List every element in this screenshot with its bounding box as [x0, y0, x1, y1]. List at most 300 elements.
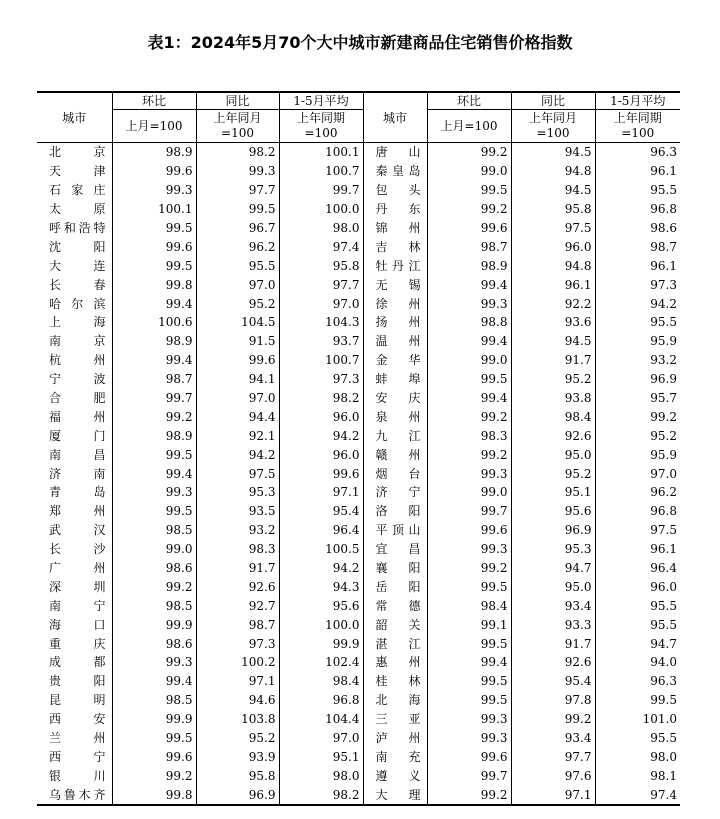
table-row	[37, 313, 680, 332]
mom-value-left: 99.6	[112, 162, 196, 181]
yoy-value-left: 99.6	[196, 351, 279, 370]
yoy-value-right: 95.0	[511, 577, 595, 596]
mom-value-right: 99.6	[427, 219, 511, 238]
avg-value-right: 96.1	[595, 256, 680, 275]
avg-value-right: 94.2	[595, 294, 680, 313]
avg-value-left: 98.2	[279, 389, 363, 408]
mom-value-right: 99.3	[427, 294, 511, 313]
table-row	[37, 766, 680, 785]
mom-value-right: 99.3	[427, 729, 511, 748]
yoy-value-right: 93.6	[511, 313, 595, 332]
city-name-right: 大理	[363, 785, 427, 805]
avg-header-right: 1-5月平均	[595, 92, 680, 110]
mom-value-left: 99.6	[112, 748, 196, 767]
mom-value-left: 99.2	[112, 407, 196, 426]
mom-base-left: 上月=100	[112, 110, 196, 143]
city-name-left: 石家庄	[49, 183, 106, 198]
city-name-left: 广州	[49, 561, 106, 576]
mom-value-right: 98.8	[427, 313, 511, 332]
avg-value-left: 100.7	[279, 162, 363, 181]
mom-value-right: 99.5	[427, 370, 511, 389]
yoy-value-right: 97.6	[511, 766, 595, 785]
mom-value-left: 98.7	[112, 370, 196, 389]
mom-value-right: 99.7	[427, 502, 511, 521]
avg-value-left: 98.0	[279, 766, 363, 785]
avg-value-right: 97.5	[595, 521, 680, 540]
city-name-left: 沈阳	[49, 239, 106, 254]
city-name-left: 长沙	[49, 542, 106, 557]
city-header-right: 城市	[363, 92, 427, 143]
city-name-right: 安庆	[363, 389, 427, 408]
yoy-value-left: 96.2	[196, 237, 279, 256]
city-name-right: 岳阳	[363, 577, 427, 596]
mom-value-left: 99.5	[112, 256, 196, 275]
city-name-right: 宜昌	[363, 540, 427, 559]
avg-value-right: 96.3	[595, 672, 680, 691]
city-name-left: 成都	[49, 655, 106, 670]
city-name-left: 北京	[49, 145, 106, 160]
avg-value-left: 97.1	[279, 483, 363, 502]
avg-value-right: 97.0	[595, 464, 680, 483]
avg-value-right: 96.8	[595, 200, 680, 219]
avg-value-left: 96.8	[279, 691, 363, 710]
yoy-value-right: 94.8	[511, 256, 595, 275]
avg-value-right: 95.5	[595, 615, 680, 634]
table-row	[37, 332, 680, 351]
mom-value-right: 99.4	[427, 275, 511, 294]
mom-value-right: 99.2	[427, 200, 511, 219]
avg-value-left: 95.4	[279, 502, 363, 521]
yoy-value-left: 95.3	[196, 483, 279, 502]
city-name-right: 桂林	[363, 672, 427, 691]
city-name-right: 北海	[363, 691, 427, 710]
yoy-value-right: 97.1	[511, 785, 595, 805]
city-name-left: 厦门	[49, 428, 106, 443]
yoy-value-right: 94.7	[511, 559, 595, 578]
city-name-left: 哈尔滨	[49, 296, 106, 311]
table-row	[37, 426, 680, 445]
city-name-left: 上海	[49, 315, 106, 330]
avg-value-left: 97.0	[279, 729, 363, 748]
city-name-right: 襄阳	[363, 559, 427, 578]
avg-value-right: 96.0	[595, 577, 680, 596]
mom-value-left: 99.2	[112, 766, 196, 785]
mom-base-right: 上月=100	[427, 110, 511, 143]
mom-value-right: 99.0	[427, 351, 511, 370]
table-row	[37, 502, 680, 521]
mom-value-left: 99.4	[112, 294, 196, 313]
table-row	[37, 181, 680, 200]
avg-value-right: 99.2	[595, 407, 680, 426]
mom-value-left: 100.6	[112, 313, 196, 332]
mom-header-left: 环比	[112, 92, 196, 110]
table-row	[37, 672, 680, 691]
mom-value-right: 98.9	[427, 256, 511, 275]
avg-base-left: 上年同期 =100	[279, 110, 363, 143]
mom-value-right: 99.0	[427, 483, 511, 502]
avg-value-left: 97.0	[279, 294, 363, 313]
city-name-left: 西宁	[49, 749, 106, 764]
avg-value-right: 96.3	[595, 143, 680, 162]
yoy-value-left: 94.4	[196, 407, 279, 426]
city-name-left: 济南	[49, 466, 106, 481]
yoy-value-right: 95.2	[511, 464, 595, 483]
city-name-right: 唐山	[363, 143, 427, 162]
city-name-right: 扬州	[363, 313, 427, 332]
avg-value-left: 93.7	[279, 332, 363, 351]
yoy-value-right: 95.3	[511, 540, 595, 559]
avg-value-right: 97.3	[595, 275, 680, 294]
city-name-right: 济宁	[363, 483, 427, 502]
yoy-value-right: 93.4	[511, 729, 595, 748]
mom-value-left: 99.9	[112, 615, 196, 634]
yoy-value-right: 95.0	[511, 445, 595, 464]
city-name-right: 常德	[363, 596, 427, 615]
yoy-value-left: 97.0	[196, 275, 279, 294]
mom-value-right: 99.2	[427, 785, 511, 805]
avg-value-right: 98.1	[595, 766, 680, 785]
avg-value-left: 96.4	[279, 521, 363, 540]
table-row	[37, 389, 680, 408]
table-row	[37, 596, 680, 615]
mom-value-left: 98.6	[112, 559, 196, 578]
yoy-value-left: 91.5	[196, 332, 279, 351]
yoy-value-right: 93.3	[511, 615, 595, 634]
avg-value-left: 99.6	[279, 464, 363, 483]
mom-value-left: 98.6	[112, 634, 196, 653]
yoy-value-left: 95.5	[196, 256, 279, 275]
city-name-right: 徐州	[363, 294, 427, 313]
yoy-value-left: 95.2	[196, 729, 279, 748]
avg-value-left: 99.9	[279, 634, 363, 653]
table-row	[37, 464, 680, 483]
avg-value-left: 97.4	[279, 237, 363, 256]
mom-value-left: 99.5	[112, 502, 196, 521]
city-name-right: 平顶山	[363, 521, 427, 540]
mom-value-left: 99.2	[112, 577, 196, 596]
city-name-right: 泉州	[363, 407, 427, 426]
avg-value-right: 98.7	[595, 237, 680, 256]
yoy-value-right: 97.8	[511, 691, 595, 710]
yoy-value-left: 98.7	[196, 615, 279, 634]
yoy-value-left: 94.1	[196, 370, 279, 389]
avg-value-left: 97.3	[279, 370, 363, 389]
mom-value-left: 98.9	[112, 143, 196, 162]
avg-value-left: 99.7	[279, 181, 363, 200]
yoy-value-right: 96.9	[511, 521, 595, 540]
avg-value-left: 94.2	[279, 559, 363, 578]
avg-value-right: 95.5	[595, 729, 680, 748]
city-name-left: 南京	[49, 334, 106, 349]
mom-value-left: 99.4	[112, 672, 196, 691]
yoy-header-left: 同比	[196, 92, 279, 110]
city-name-left: 贵阳	[49, 674, 106, 689]
table-row	[37, 483, 680, 502]
city-name-left: 宁波	[49, 372, 106, 387]
avg-value-right: 96.9	[595, 370, 680, 389]
yoy-value-left: 95.8	[196, 766, 279, 785]
city-name-right: 韶关	[363, 615, 427, 634]
yoy-value-right: 94.8	[511, 162, 595, 181]
mom-value-right: 99.2	[427, 559, 511, 578]
mom-value-left: 99.7	[112, 389, 196, 408]
table-row	[37, 785, 680, 805]
city-name-left: 深圳	[49, 579, 106, 594]
avg-value-right: 95.2	[595, 426, 680, 445]
avg-value-left: 96.0	[279, 407, 363, 426]
mom-value-right: 99.7	[427, 766, 511, 785]
avg-value-right: 95.7	[595, 389, 680, 408]
city-name-left: 银川	[49, 768, 106, 783]
mom-value-left: 98.5	[112, 596, 196, 615]
table-row	[37, 162, 680, 181]
yoy-value-right: 95.8	[511, 200, 595, 219]
avg-value-left: 104.4	[279, 710, 363, 729]
avg-value-right: 101.0	[595, 710, 680, 729]
avg-value-left: 96.0	[279, 445, 363, 464]
city-name-right: 赣州	[363, 445, 427, 464]
mom-value-left: 99.3	[112, 483, 196, 502]
avg-value-right: 93.2	[595, 351, 680, 370]
mom-value-left: 99.5	[112, 219, 196, 238]
yoy-value-left: 94.6	[196, 691, 279, 710]
mom-value-right: 99.4	[427, 332, 511, 351]
city-name-right: 蚌埠	[363, 370, 427, 389]
avg-value-left: 98.0	[279, 219, 363, 238]
yoy-value-right: 91.7	[511, 634, 595, 653]
yoy-value-left: 96.9	[196, 785, 279, 805]
yoy-value-left: 95.2	[196, 294, 279, 313]
yoy-value-right: 95.4	[511, 672, 595, 691]
yoy-value-left: 96.7	[196, 219, 279, 238]
mom-value-right: 99.5	[427, 691, 511, 710]
city-name-right: 泸州	[363, 729, 427, 748]
mom-value-right: 99.4	[427, 389, 511, 408]
yoy-value-right: 99.2	[511, 710, 595, 729]
city-name-right: 丹东	[363, 200, 427, 219]
mom-value-left: 99.4	[112, 351, 196, 370]
yoy-value-left: 104.5	[196, 313, 279, 332]
yoy-value-right: 96.0	[511, 237, 595, 256]
yoy-base-right: 上年同月 =100	[511, 110, 595, 143]
avg-value-right: 96.4	[595, 559, 680, 578]
yoy-value-left: 98.3	[196, 540, 279, 559]
avg-value-left: 100.1	[279, 143, 363, 162]
mom-value-right: 98.3	[427, 426, 511, 445]
yoy-value-left: 93.5	[196, 502, 279, 521]
mom-value-right: 99.2	[427, 445, 511, 464]
yoy-value-left: 92.7	[196, 596, 279, 615]
mom-value-left: 99.0	[112, 540, 196, 559]
city-name-left: 南宁	[49, 598, 106, 613]
avg-value-left: 104.3	[279, 313, 363, 332]
mom-value-right: 98.7	[427, 237, 511, 256]
yoy-value-left: 91.7	[196, 559, 279, 578]
avg-value-left: 95.1	[279, 748, 363, 767]
yoy-value-right: 95.2	[511, 370, 595, 389]
mom-value-left: 98.9	[112, 332, 196, 351]
mom-value-left: 99.4	[112, 464, 196, 483]
yoy-value-left: 94.2	[196, 445, 279, 464]
mom-value-right: 99.6	[427, 521, 511, 540]
mom-value-left: 99.8	[112, 785, 196, 805]
yoy-value-right: 91.7	[511, 351, 595, 370]
yoy-value-left: 92.6	[196, 577, 279, 596]
yoy-value-left: 97.5	[196, 464, 279, 483]
mom-value-right: 99.3	[427, 540, 511, 559]
table-row	[37, 370, 680, 389]
table-row	[37, 200, 680, 219]
yoy-value-left: 97.3	[196, 634, 279, 653]
yoy-value-right: 93.4	[511, 596, 595, 615]
table-row	[37, 445, 680, 464]
avg-value-right: 96.1	[595, 540, 680, 559]
avg-value-right: 94.0	[595, 653, 680, 672]
avg-header-left: 1-5月平均	[279, 92, 363, 110]
avg-value-right: 96.2	[595, 483, 680, 502]
mom-value-right: 99.5	[427, 577, 511, 596]
avg-value-right: 98.6	[595, 219, 680, 238]
mom-value-right: 99.1	[427, 615, 511, 634]
yoy-value-right: 95.6	[511, 502, 595, 521]
avg-value-right: 95.5	[595, 313, 680, 332]
city-name-left: 福州	[49, 409, 106, 424]
yoy-value-left: 103.8	[196, 710, 279, 729]
city-name-left: 太原	[49, 202, 106, 217]
avg-value-left: 100.0	[279, 615, 363, 634]
yoy-value-right: 95.1	[511, 483, 595, 502]
mom-value-left: 99.6	[112, 237, 196, 256]
table-row	[37, 143, 680, 162]
mom-value-right: 99.2	[427, 143, 511, 162]
mom-header-right: 环比	[427, 92, 511, 110]
city-name-right: 温州	[363, 332, 427, 351]
table-row	[37, 407, 680, 426]
city-name-left: 天津	[49, 164, 106, 179]
price-index-table	[37, 91, 680, 806]
mom-value-left: 98.5	[112, 521, 196, 540]
mom-value-left: 99.9	[112, 710, 196, 729]
city-name-left: 昆明	[49, 693, 106, 708]
city-name-left: 呼和浩特	[49, 221, 106, 235]
table-row	[37, 748, 680, 767]
city-name-right: 金华	[363, 351, 427, 370]
avg-value-left: 100.0	[279, 200, 363, 219]
mom-value-left: 99.5	[112, 729, 196, 748]
yoy-value-left: 97.7	[196, 181, 279, 200]
table-row	[37, 710, 680, 729]
city-name-right: 烟台	[363, 464, 427, 483]
mom-value-right: 99.5	[427, 634, 511, 653]
avg-value-right: 95.9	[595, 445, 680, 464]
city-name-left: 重庆	[49, 636, 106, 651]
yoy-value-left: 92.1	[196, 426, 279, 445]
table-row	[37, 559, 680, 578]
mom-value-left: 98.9	[112, 426, 196, 445]
yoy-value-right: 92.6	[511, 426, 595, 445]
table-row	[37, 729, 680, 748]
mom-value-right: 99.0	[427, 162, 511, 181]
city-name-right: 包头	[363, 181, 427, 200]
yoy-value-right: 94.5	[511, 332, 595, 351]
mom-value-right: 99.3	[427, 464, 511, 483]
city-name-right: 吉林	[363, 237, 427, 256]
avg-value-right: 96.1	[595, 162, 680, 181]
yoy-value-right: 92.2	[511, 294, 595, 313]
avg-value-left: 95.8	[279, 256, 363, 275]
mom-value-left: 99.8	[112, 275, 196, 294]
city-name-left: 西安	[49, 712, 106, 727]
mom-value-right: 99.3	[427, 710, 511, 729]
yoy-value-right: 97.5	[511, 219, 595, 238]
yoy-header-right: 同比	[511, 92, 595, 110]
city-name-right: 九江	[363, 426, 427, 445]
mom-value-right: 99.4	[427, 653, 511, 672]
yoy-value-left: 98.2	[196, 143, 279, 162]
mom-value-right: 99.2	[427, 407, 511, 426]
table-title: 表1：2024年5月70个大中城市新建商品住宅销售价格指数	[147, 33, 573, 52]
city-name-right: 锦州	[363, 219, 427, 238]
mom-value-right: 99.5	[427, 181, 511, 200]
avg-value-left: 102.4	[279, 653, 363, 672]
table-row	[37, 219, 680, 238]
mom-value-left: 98.5	[112, 691, 196, 710]
yoy-value-right: 92.6	[511, 653, 595, 672]
city-name-left: 青岛	[49, 485, 106, 500]
table-row	[37, 294, 680, 313]
avg-value-left: 100.5	[279, 540, 363, 559]
city-name-left: 合肥	[49, 391, 106, 406]
avg-value-left: 100.7	[279, 351, 363, 370]
city-name-right: 南充	[363, 748, 427, 767]
table-row	[37, 237, 680, 256]
yoy-value-right: 97.7	[511, 748, 595, 767]
city-name-left: 乌鲁木齐	[37, 785, 112, 805]
yoy-value-right: 94.5	[511, 181, 595, 200]
table-row	[37, 351, 680, 370]
avg-value-left: 98.2	[279, 785, 363, 805]
yoy-value-left: 93.2	[196, 521, 279, 540]
city-name-left: 郑州	[49, 504, 106, 519]
yoy-value-right: 96.1	[511, 275, 595, 294]
city-name-left: 杭州	[49, 353, 106, 368]
mom-value-left: 99.5	[112, 445, 196, 464]
city-name-right: 湛江	[363, 634, 427, 653]
avg-value-right: 95.5	[595, 181, 680, 200]
avg-base-right: 上年同期 =100	[595, 110, 680, 143]
city-name-left: 长春	[49, 277, 106, 292]
avg-value-right: 95.9	[595, 332, 680, 351]
table-row	[37, 653, 680, 672]
avg-value-right: 97.4	[595, 785, 680, 805]
city-name-left: 武汉	[49, 523, 106, 538]
city-name-left: 大连	[49, 258, 106, 273]
yoy-value-left: 100.2	[196, 653, 279, 672]
table-row	[37, 691, 680, 710]
avg-value-left: 94.2	[279, 426, 363, 445]
city-name-right: 牡丹江	[363, 256, 427, 275]
avg-value-left: 94.3	[279, 577, 363, 596]
avg-value-right: 98.0	[595, 748, 680, 767]
city-name-right: 三亚	[363, 710, 427, 729]
table-row	[37, 275, 680, 294]
yoy-value-right: 94.5	[511, 143, 595, 162]
yoy-value-left: 99.5	[196, 200, 279, 219]
city-name-left: 兰州	[49, 731, 106, 746]
mom-value-left: 100.1	[112, 200, 196, 219]
mom-value-right: 99.6	[427, 748, 511, 767]
yoy-value-right: 98.4	[511, 407, 595, 426]
